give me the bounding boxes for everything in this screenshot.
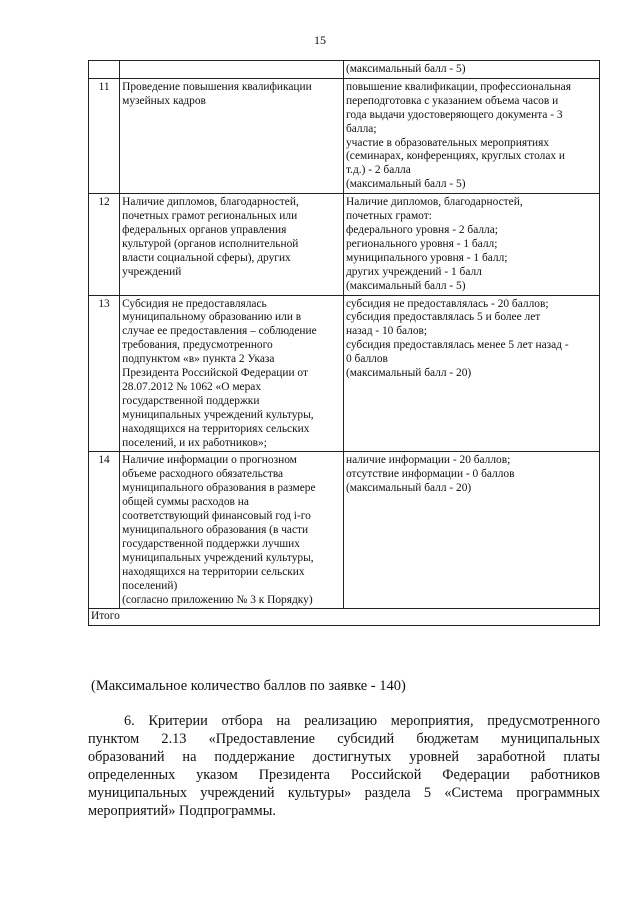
criterion-score-line: (максимальный балл - 5) [345,279,466,292]
total-row [89,609,600,626]
criterion-name-line: поселений, и их работников»; [122,436,267,449]
criterion-name-line: культурой (органов исполнительной [122,237,299,250]
row-number: 12 [89,194,120,295]
table-row [89,78,600,193]
criterion-score-line: балла; [345,122,377,135]
criterion-name-line: 28.07.2012 № 1062 «О мерах [122,380,262,393]
criterion-name-line: муниципального образования в размере [122,482,316,495]
section-line: муниципальных учреждений культуры» раздела 5 «Система программных [88,785,600,801]
criterion-name-line: почетных грамот региональных или [122,210,298,223]
criterion-name-line: Наличие дипломов, благодарностей, [122,196,299,209]
criterion-score-line: субсидия предоставлялась менее 5 лет назад - [345,339,569,352]
criterion-name-line: власти социальной сферы), других [122,251,291,264]
criterion-score-line: Наличие дипломов, благодарностей, [345,196,523,209]
criterion-score-line: (семинарах, конференциях, круглых столах и [345,150,566,163]
section-line: 6. Критерии отбора на реализацию мероприятия, предусмотренного [124,713,600,729]
criterion-score-line: (максимальный балл - 20) [345,367,472,380]
row-number: 11 [89,78,120,193]
criterion-score-line: 0 баллов [345,353,388,366]
criterion-name-line: поселений) [122,579,178,592]
section-6-paragraph [88,712,600,820]
criterion-score-line: наличие информации - 20 баллов; [345,454,511,467]
table-row [89,295,600,452]
criterion-name-cell [120,452,344,609]
criteria-table-body [89,61,600,626]
criterion-name-line: муниципального образования (в части [122,524,309,536]
criterion-score-cell [343,295,599,452]
criterion-score-line: федерального уровня - 2 балла; [345,223,498,236]
criterion-name-cell [120,194,344,295]
criterion-score-line: т.д.) - 2 балла [345,164,411,177]
section-line: мероприятий» Подпрограммы. [88,803,276,819]
criterion-name-line: Проведение повышения квалификации [122,80,312,93]
criterion-score-line: почетных грамот: [345,210,432,223]
criterion-score-line: (максимальный балл - 20) [345,482,472,495]
table-row [89,452,600,609]
criterion-name-line: находящихся на территории сельских [122,565,305,578]
criterion-name-cell [120,78,344,193]
criterion-name-line: общей суммы расходов на [122,496,249,509]
criterion-score-line: переподготовка с указанием объема часов и [345,94,559,107]
criterion-name-line: подпунктом «в» пункта 2 Указа [122,353,275,366]
criterion-score-cell [343,78,599,193]
criterion-name-line: требования, предусмотренного [122,339,273,352]
criterion-score-line: (максимальный балл - 5) [345,63,466,75]
criterion-name-cell [120,61,344,79]
criterion-name-line: случае ее предоставления – соблюдение [122,325,317,338]
criterion-score-line: других учреждений - 1 балл [345,265,482,278]
criterion-score-line: отсутствие информации - 0 баллов [345,468,515,481]
criterion-name-line: (согласно приложению № 3 к Порядку) [122,593,313,606]
section-line: образований на поддержание достигнутых уровней заработной платы [88,749,600,765]
criterion-name-line: находящихся на территориях сельских [122,422,310,435]
criterion-score-line: назад - 10 балов; [345,325,428,338]
row-number: 14 [89,452,120,609]
criterion-name-line: музейных кадров [122,94,206,107]
criteria-table [88,60,600,626]
criterion-name-line: Президента Российской Федерации от [122,367,308,380]
criterion-score-cell [343,194,599,295]
criterion-name-line: Субсидия не предоставлялась [122,297,267,310]
criterion-score-line: субсидия предоставлялась 5 и более лет [345,311,541,324]
total-label: Итого [89,609,600,626]
criterion-name-line: государственной поддержки [122,394,260,407]
criterion-name-line: учреждений [122,265,182,278]
section-line: определенных указом Президента Российской Федерации работников [88,767,600,783]
criterion-score-line: (максимальный балл - 5) [345,178,466,191]
max-total-note: (Максимальное количество баллов по заявке - 140) [91,678,406,694]
criterion-name-line: муниципальных учреждений культуры, [122,551,314,564]
criterion-score-line: участие в образовательных мероприятиях [345,136,550,149]
criterion-score-line: повышение квалификации, профессиональная [345,80,571,93]
row-number [89,61,120,79]
criterion-name-line: федеральных органов управления [122,223,287,236]
criterion-score-cell [343,452,599,609]
criterion-score-line: года выдачи удостоверяющего документа - 3 [345,108,563,121]
criterion-name-line: государственной поддержки лучших [122,537,300,550]
criterion-score-line: регионального уровня - 1 балл; [345,237,498,250]
table-row [89,194,600,295]
criterion-name-line: муниципальному образованию или в [122,311,302,324]
criterion-score-cell [343,61,599,79]
criterion-name-line: муниципальных учреждений культуры, [122,408,314,421]
criterion-name-line: Наличие информации о прогнозном [122,454,297,467]
table-row [89,61,600,79]
section-line: пунктом 2.13 «Предоставление субсидий бюджетам муниципальных [88,731,600,747]
page-number: 15 [314,33,326,47]
criterion-name-cell [120,295,344,452]
criterion-name-line: объеме расходного обязательства [122,468,284,481]
row-number: 13 [89,295,120,452]
criterion-name-line: соответствующий финансовый год i-го [122,510,311,523]
criterion-score-line: субсидия не предоставлялась - 20 баллов; [345,297,549,310]
criterion-score-line: муниципального уровня - 1 балл; [345,251,508,264]
